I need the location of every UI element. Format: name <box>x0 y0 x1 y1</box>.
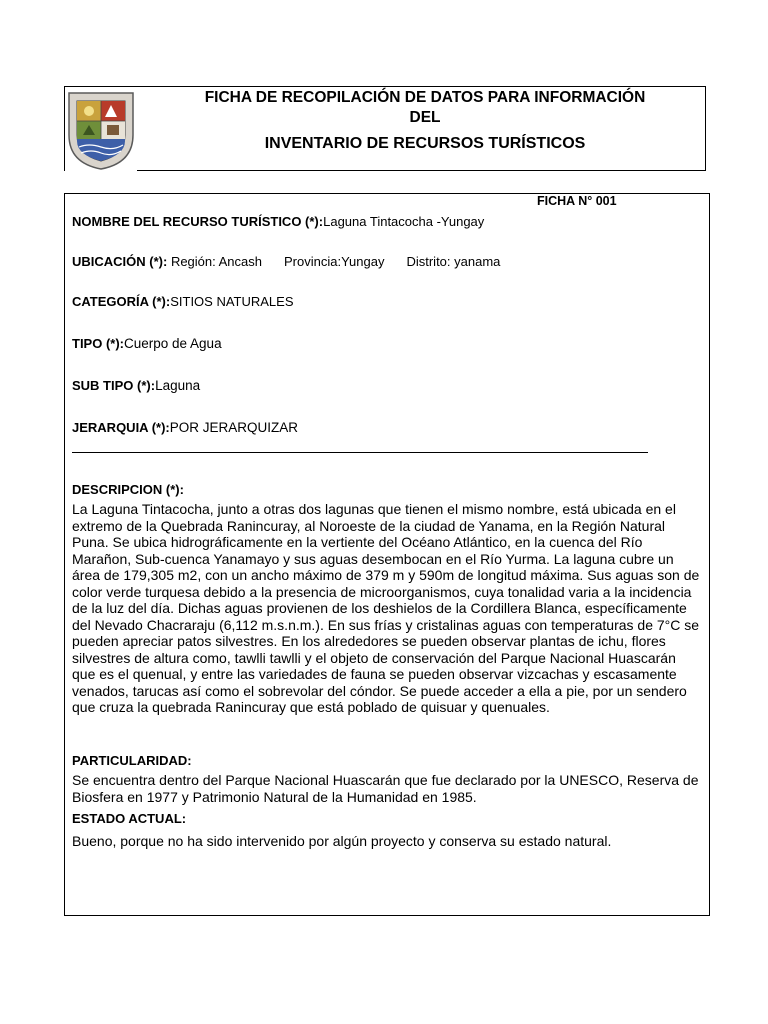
particularidad-label: PARTICULARIDAD: <box>72 753 192 768</box>
ficha-number: FICHA N° 001 <box>537 194 617 208</box>
jerarquia-label: JERARQUIA (*): <box>72 420 170 435</box>
provincia-value: Provincia:Yungay <box>284 254 385 269</box>
header-box <box>64 86 706 171</box>
nombre-value: Laguna Tintacocha -Yungay <box>323 214 485 229</box>
tipo-field <box>72 336 222 351</box>
categoria-value: SITIOS NATURALES <box>170 294 294 309</box>
title-line-2: DEL <box>409 109 441 126</box>
descripcion-label: DESCRIPCION (*): <box>72 482 184 497</box>
ubicacion-field <box>72 254 500 269</box>
descripcion-heading <box>72 482 184 497</box>
estado-heading <box>72 811 186 826</box>
jerarquia-value: POR JERARQUIZAR <box>169 420 299 435</box>
estado-label: ESTADO ACTUAL: <box>72 811 187 826</box>
subtipo-value: Laguna <box>155 378 201 393</box>
categoria-label: CATEGORÍA (*): <box>72 294 171 309</box>
nombre-label: NOMBRE DEL RECURSO TURÍSTICO (*): <box>72 214 324 229</box>
ubicacion-label: UBICACIÓN (*): <box>72 254 171 269</box>
particularidad-heading <box>72 753 192 768</box>
university-seal-logo <box>65 87 137 171</box>
nombre-field <box>72 214 484 229</box>
distrito-value: Distrito: yanama <box>406 254 501 269</box>
subtipo-label: SUB TIPO (*): <box>72 378 156 393</box>
title-line-3: INVENTARIO DE RECURSOS TURÍSTICOS <box>264 135 586 152</box>
ficha-form <box>64 193 710 916</box>
title-line-1: FICHA DE RECOPILACIÓN DE DATOS PARA INFORMACIÓN <box>204 89 646 106</box>
jerarquia-field <box>72 420 298 435</box>
subtipo-field <box>72 378 200 393</box>
descripcion-text: La Laguna Tintacocha, junto a otras dos lagunas que tienen el mismo nombre, está ubicada en el extremo de la Quebrada Ranincuray, al Noroeste de la ciudad de Yanama, en la Región Natural Puna. Se ubica hidrográficamente en la vertiente del Océano Atlántico, en la cuenca del Río Marañon, Sub-cuenca Yanamayo y sus aguas desembocan en el Río Yurma. La laguna cubre un área de 179,305 m2, con un ancho máximo de 379 m y 590m de longitud máxima. Sus aguas son de color verde turquesa debido a la presencia de microorganismos, cuya tonalidad varia a la incidencia de la luz del día. Dichas aguas provienen de los deshielos de la Cordillera Blanca, específicamente del Nevado Chacraraju (6,112 m.s.n.m.). En sus frías y cristalinas aguas con temperaturas de 7°C se pueden apreciar patos silvestres. En los alrededores se pueden observar plantas de ichu, flores silvestres de altura como, tawlli tawlli y el objeto de conservación del Parque Nacional Huascarán que es el quenual, y entre las variedades de fauna se pueden observar vizcachas y escasamente venados, tarucas así como el sobrevolar del cóndor. Se puede acceder a ella a pie, por un sendero que cruza la quebrada Ranincuray que está poblado de quisuar y quenuales. <box>72 501 700 715</box>
separator-line <box>72 452 648 453</box>
document-title <box>153 87 697 153</box>
region-value: Ancash <box>218 254 263 269</box>
region-label: Región: <box>170 254 219 269</box>
categoria-field <box>72 294 294 309</box>
estado-text: Bueno, porque no ha sido intervenido por algún proyecto y conserva su estado natural. <box>72 833 612 849</box>
tipo-label: TIPO (*): <box>72 336 124 351</box>
tipo-value: Cuerpo de Agua <box>124 336 222 351</box>
particularidad-text: Se encuentra dentro del Parque Nacional Huascarán que fue declarado por la UNESCO, Reserva de Biosfera en 1977 y Patrimonio Natural de la Humanidad en 1985. <box>72 772 699 805</box>
